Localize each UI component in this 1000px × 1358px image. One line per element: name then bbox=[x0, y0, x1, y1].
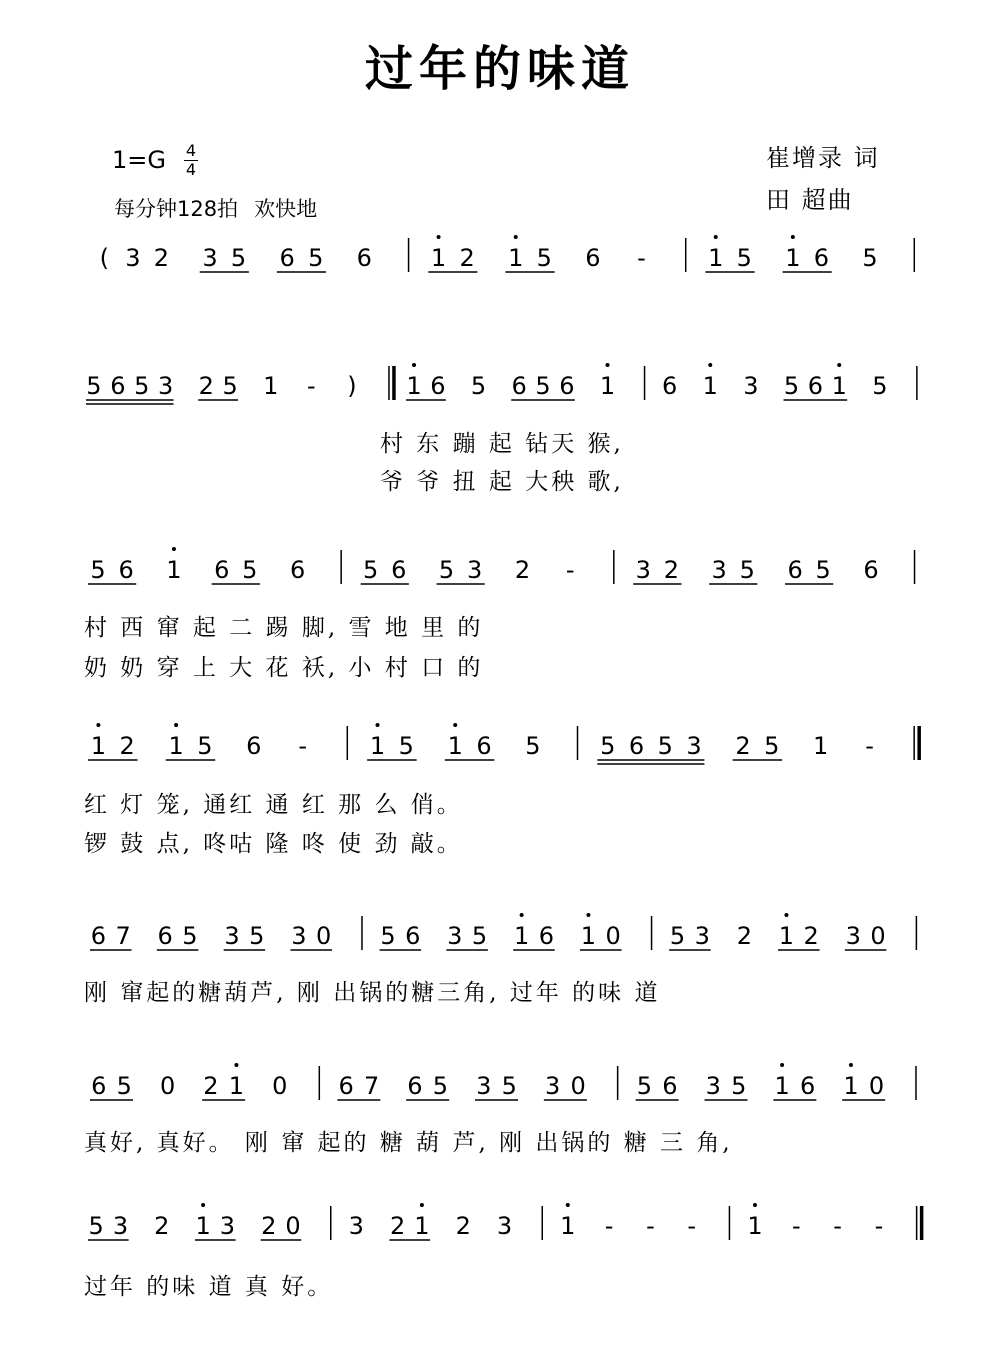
note-glyph: 6 bbox=[662, 1072, 678, 1100]
note-glyph: 6 bbox=[538, 922, 555, 950]
composer-credit: 田 超曲 bbox=[766, 186, 854, 214]
octave-dot bbox=[586, 913, 590, 917]
note-glyph: 1 bbox=[843, 1072, 859, 1100]
octave-dot bbox=[437, 235, 441, 239]
note-glyph: 1 bbox=[168, 732, 184, 760]
note-glyph: 5 bbox=[739, 556, 755, 584]
note-glyph: - bbox=[874, 1212, 884, 1240]
note-glyph: 1 bbox=[195, 1212, 211, 1240]
note-glyph: 6 bbox=[585, 244, 601, 272]
lyric-verse-2-line-2: 爷 爷 扭 起 大秧 歌, bbox=[380, 469, 624, 495]
note-glyph: ( bbox=[99, 244, 109, 272]
note-glyph: 5 bbox=[872, 372, 888, 400]
note-glyph: - bbox=[833, 1212, 842, 1240]
note-glyph: 1 bbox=[560, 1212, 576, 1240]
note-glyph: 3 bbox=[743, 372, 759, 400]
note-glyph: 1 bbox=[702, 372, 718, 400]
notation-row-2 bbox=[0, 356, 1000, 416]
octave-dot bbox=[837, 363, 841, 367]
time-signature bbox=[184, 142, 198, 179]
note-glyph: 2 bbox=[389, 1212, 406, 1240]
note-glyph: 6 bbox=[628, 732, 645, 760]
note-glyph: 2 bbox=[119, 732, 135, 760]
octave-dot bbox=[234, 1063, 238, 1067]
note-glyph: - bbox=[604, 1212, 614, 1240]
note-glyph: 6 bbox=[813, 244, 830, 272]
lyric-line-5: 刚 窜起的糖葫芦, 刚 出锅的糖三角, 过年 的味 道 bbox=[84, 980, 661, 1006]
octave-dot bbox=[566, 1203, 570, 1207]
note-glyph: 0 bbox=[315, 922, 332, 950]
note-glyph: 5 bbox=[242, 556, 258, 584]
note-glyph: 7 bbox=[363, 1072, 380, 1100]
note-glyph: 1 bbox=[831, 372, 847, 400]
notation-row-5 bbox=[0, 906, 1000, 966]
note-glyph: 5 bbox=[600, 732, 616, 760]
note-glyph: 6 bbox=[356, 244, 372, 272]
note-glyph: 5 bbox=[470, 372, 487, 400]
notation-row-3 bbox=[0, 540, 1000, 600]
note-glyph: 6 bbox=[289, 556, 306, 584]
octave-dot bbox=[412, 363, 416, 367]
note-glyph: 5 bbox=[669, 922, 686, 950]
note-glyph: 6 bbox=[863, 556, 879, 584]
notation-row-1 bbox=[0, 228, 1000, 288]
note-glyph: 3 bbox=[125, 244, 141, 272]
octave-dot bbox=[420, 1203, 424, 1207]
note-glyph: 6 bbox=[90, 922, 107, 950]
note-glyph: 3 bbox=[544, 1072, 561, 1100]
note-glyph: 2 bbox=[198, 372, 214, 400]
note-glyph: 5 bbox=[197, 732, 213, 760]
note-glyph: 2 bbox=[735, 732, 751, 760]
note-glyph: 5 bbox=[536, 244, 552, 272]
note-glyph: 5 bbox=[249, 922, 265, 950]
time-signature-top: 4 bbox=[185, 141, 197, 160]
note-glyph: 6 bbox=[391, 556, 407, 584]
note-glyph: 3 bbox=[686, 732, 702, 760]
note-glyph: 5 bbox=[116, 1072, 132, 1100]
lyric-verse-2-line-3: 奶 奶 穿 上 大 花 袄, 小 村 口 的 bbox=[84, 655, 484, 681]
note-glyph: 6 bbox=[807, 372, 823, 400]
note-glyph: 3 bbox=[202, 244, 218, 272]
note-glyph: 6 bbox=[91, 1072, 107, 1100]
note-glyph: 5 bbox=[438, 556, 455, 584]
note-glyph: 5 bbox=[308, 244, 324, 272]
tempo-bpm: 每分钟128拍 bbox=[114, 197, 239, 221]
notation-row-6 bbox=[0, 1056, 1000, 1116]
note-glyph: 5 bbox=[764, 732, 780, 760]
note-glyph: 2 bbox=[514, 556, 531, 584]
note-glyph: 1 bbox=[263, 372, 279, 400]
note-glyph: 0 bbox=[285, 1212, 301, 1240]
note-glyph: 3 bbox=[496, 1212, 513, 1240]
note-glyph: 2 bbox=[153, 244, 170, 272]
note-glyph: 6 bbox=[430, 372, 446, 400]
note-glyph: 6 bbox=[118, 556, 134, 584]
note-glyph: 2 bbox=[455, 1212, 471, 1240]
note-glyph: 1 bbox=[513, 922, 530, 950]
note-glyph: 0 bbox=[570, 1072, 586, 1100]
note-glyph: 3 bbox=[705, 1072, 721, 1100]
note-glyph: 3 bbox=[476, 1072, 492, 1100]
key-signature: 1=G bbox=[112, 146, 166, 174]
octave-dot bbox=[791, 235, 795, 239]
lyric-verse-2-line-4: 锣 鼓 点, 咚咕 隆 咚 使 劲 敲。 bbox=[84, 831, 463, 857]
octave-dot bbox=[172, 547, 176, 551]
octave-dot bbox=[520, 913, 524, 917]
note-glyph: 5 bbox=[783, 372, 800, 400]
note-glyph: 5 bbox=[535, 372, 551, 400]
note-glyph: - bbox=[298, 732, 308, 760]
note-glyph: 6 bbox=[476, 732, 492, 760]
octave-dot bbox=[453, 723, 457, 727]
note-glyph: 0 bbox=[870, 922, 886, 950]
note-glyph: - bbox=[791, 1212, 801, 1240]
note-glyph: 1 bbox=[369, 732, 386, 760]
note-glyph: 3 bbox=[711, 556, 727, 584]
note-glyph: 2 bbox=[261, 1212, 277, 1240]
note-glyph: 6 bbox=[799, 1072, 816, 1100]
note-glyph: 5 bbox=[88, 1212, 104, 1240]
octave-dot bbox=[753, 1203, 757, 1207]
note-glyph: 0 bbox=[272, 1072, 288, 1100]
song-title: 过年的味道 bbox=[364, 41, 635, 97]
note-glyph: 3 bbox=[635, 556, 651, 584]
note-glyph: 7 bbox=[115, 922, 131, 950]
octave-dot bbox=[780, 1063, 784, 1067]
note-glyph: 5 bbox=[862, 244, 878, 272]
note-glyph: 5 bbox=[222, 372, 238, 400]
octave-dot bbox=[784, 913, 788, 917]
note-glyph: 1 bbox=[708, 244, 724, 272]
lyric-verse-1-line-4: 红 灯 笼, 通红 通 红 那 么 俏。 bbox=[84, 792, 463, 818]
note-glyph: 2 bbox=[803, 922, 819, 950]
note-glyph: 5 bbox=[525, 732, 541, 760]
note-glyph: 5 bbox=[398, 732, 414, 760]
note-glyph: 1 bbox=[599, 372, 616, 400]
note-glyph: 6 bbox=[787, 556, 803, 584]
octave-dot bbox=[174, 723, 178, 727]
note-glyph: 1 bbox=[447, 732, 463, 760]
note-glyph: - bbox=[637, 244, 646, 272]
note-glyph: 1 bbox=[228, 1072, 245, 1100]
notation-row-4 bbox=[0, 716, 1000, 776]
note-glyph: - bbox=[306, 372, 316, 400]
note-glyph: 6 bbox=[559, 372, 575, 400]
note-glyph: 2 bbox=[736, 922, 753, 950]
note-glyph: 1 bbox=[785, 244, 801, 272]
note-glyph: 3 bbox=[112, 1212, 129, 1240]
octave-dot bbox=[96, 723, 100, 727]
note-glyph: 2 bbox=[663, 556, 680, 584]
note-glyph: - bbox=[565, 556, 575, 584]
note-glyph: 3 bbox=[845, 922, 861, 950]
note-glyph: 1 bbox=[774, 1072, 790, 1100]
note-glyph: 3 bbox=[291, 922, 307, 950]
note-glyph: 5 bbox=[815, 556, 831, 584]
tempo-mood: 欢快地 bbox=[254, 197, 318, 221]
note-glyph: 5 bbox=[736, 244, 752, 272]
tempo-marking bbox=[114, 193, 317, 223]
note-glyph: 6 bbox=[405, 922, 421, 950]
note-glyph: 3 bbox=[219, 1212, 236, 1240]
notation-row-7 bbox=[0, 1196, 1000, 1256]
octave-dot bbox=[708, 363, 712, 367]
note-glyph: 5 bbox=[432, 1072, 449, 1100]
note-glyph: 5 bbox=[230, 244, 247, 272]
note-glyph: 1 bbox=[813, 732, 829, 760]
note-glyph: 5 bbox=[182, 922, 198, 950]
note-glyph: 6 bbox=[214, 556, 230, 584]
note-glyph: 1 bbox=[778, 922, 795, 950]
note-glyph: 5 bbox=[731, 1072, 747, 1100]
note-glyph: 3 bbox=[157, 372, 174, 400]
octave-dot bbox=[849, 1063, 853, 1067]
note-glyph: 3 bbox=[447, 922, 463, 950]
score-line-1 bbox=[0, 228, 1000, 328]
note-glyph: 1 bbox=[430, 244, 447, 272]
note-glyph: 1 bbox=[580, 922, 597, 950]
note-glyph: 1 bbox=[747, 1212, 763, 1240]
note-glyph: 1 bbox=[414, 1212, 430, 1240]
note-glyph: 5 bbox=[636, 1072, 653, 1100]
lyric-line-6: 真好, 真好。 刚 窜 起的 糖 葫 芦, 刚 出锅的 糖 三 角, bbox=[84, 1130, 733, 1156]
octave-dot bbox=[714, 235, 718, 239]
note-glyph: ) bbox=[347, 372, 357, 400]
note-glyph: 3 bbox=[224, 922, 240, 950]
note-glyph: 6 bbox=[407, 1072, 423, 1100]
note-glyph: 5 bbox=[501, 1072, 517, 1100]
lyricist-credit: 崔增录 词 bbox=[766, 144, 880, 172]
note-glyph: - bbox=[646, 1212, 655, 1240]
note-glyph: 1 bbox=[508, 244, 524, 272]
note-glyph: 6 bbox=[279, 244, 295, 272]
note-glyph: - bbox=[865, 732, 874, 760]
note-glyph: 1 bbox=[406, 372, 422, 400]
note-glyph: 6 bbox=[661, 372, 678, 400]
lyric-verse-1-line-3: 村 西 窜 起 二 踢 脚, 雪 地 里 的 bbox=[84, 615, 484, 641]
note-glyph: 2 bbox=[154, 1212, 170, 1240]
note-glyph: 5 bbox=[471, 922, 488, 950]
time-signature-bottom: 4 bbox=[185, 160, 197, 179]
note-glyph: 5 bbox=[657, 732, 673, 760]
note-glyph: 6 bbox=[157, 922, 173, 950]
note-glyph: 3 bbox=[694, 922, 710, 950]
octave-dot bbox=[514, 235, 518, 239]
octave-dot bbox=[201, 1203, 205, 1207]
note-glyph: 0 bbox=[868, 1072, 885, 1100]
note-glyph: 5 bbox=[134, 372, 150, 400]
octave-dot bbox=[606, 363, 610, 367]
note-glyph: 6 bbox=[511, 372, 527, 400]
note-glyph: 2 bbox=[203, 1072, 219, 1100]
octave-dot bbox=[376, 723, 380, 727]
note-glyph: 5 bbox=[363, 556, 379, 584]
lyric-verse-1-line-2: 村 东 蹦 起 钻天 猴, bbox=[380, 431, 624, 457]
note-glyph: 1 bbox=[90, 732, 107, 760]
note-glyph: 5 bbox=[90, 556, 106, 584]
note-glyph: 3 bbox=[348, 1212, 364, 1240]
note-glyph: 6 bbox=[338, 1072, 354, 1100]
note-glyph: 2 bbox=[459, 244, 475, 272]
lyric-line-7: 过年 的味 道 真 好。 bbox=[84, 1274, 334, 1300]
note-glyph: 6 bbox=[246, 732, 262, 760]
note-glyph: 5 bbox=[380, 922, 396, 950]
note-glyph: 0 bbox=[159, 1072, 176, 1100]
note-glyph: 5 bbox=[86, 372, 102, 400]
note-glyph: 6 bbox=[110, 372, 126, 400]
note-glyph: 3 bbox=[467, 556, 483, 584]
note-glyph: 0 bbox=[605, 922, 621, 950]
note-glyph: - bbox=[687, 1212, 697, 1240]
note-glyph: 1 bbox=[166, 556, 182, 584]
